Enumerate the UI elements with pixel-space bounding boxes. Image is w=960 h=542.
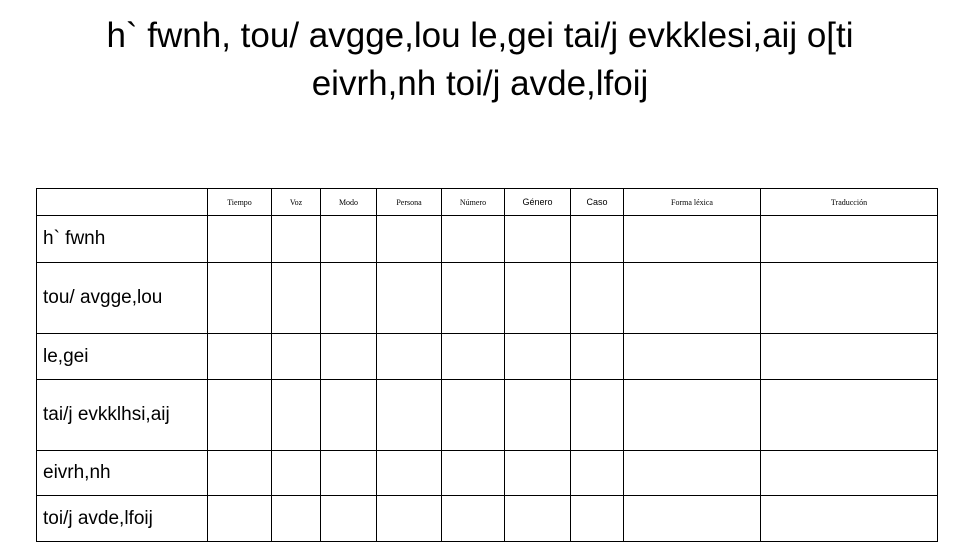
row-word: tou/ avgge,lou xyxy=(37,263,208,334)
table-row xyxy=(37,451,938,496)
table-cell xyxy=(272,380,321,451)
table-cell xyxy=(208,334,272,380)
table-cell xyxy=(761,380,938,451)
table-cell xyxy=(571,380,624,451)
table-cell xyxy=(272,496,321,542)
table-row xyxy=(37,334,938,380)
analysis-table xyxy=(36,188,938,542)
table-cell xyxy=(571,263,624,334)
table-cell xyxy=(624,334,761,380)
table-cell xyxy=(505,216,571,263)
header-caso: Caso xyxy=(571,189,624,216)
table-cell xyxy=(272,216,321,263)
table-cell xyxy=(624,216,761,263)
table-cell xyxy=(377,216,442,263)
table-cell xyxy=(208,263,272,334)
table-cell xyxy=(505,380,571,451)
table-cell xyxy=(624,496,761,542)
table-cell xyxy=(377,263,442,334)
table-cell xyxy=(208,380,272,451)
table-row xyxy=(37,496,938,542)
header-persona: Persona xyxy=(377,189,442,216)
row-word: toi/j avde,lfoij xyxy=(37,496,208,542)
table-cell xyxy=(505,263,571,334)
table-cell xyxy=(761,216,938,263)
table-cell xyxy=(624,263,761,334)
table-cell xyxy=(272,334,321,380)
table-cell xyxy=(208,451,272,496)
header-genero: Género xyxy=(505,189,571,216)
table-cell xyxy=(321,496,377,542)
header-traduccion: Traducción xyxy=(761,189,938,216)
table-header-row xyxy=(37,189,938,216)
table-cell xyxy=(377,496,442,542)
table-cell xyxy=(321,380,377,451)
table-cell xyxy=(272,263,321,334)
table-cell xyxy=(761,334,938,380)
table-row xyxy=(37,263,938,334)
table-cell xyxy=(571,334,624,380)
table-cell xyxy=(505,451,571,496)
table-cell xyxy=(571,496,624,542)
slide-title-line-2: eivrh,nh toi/j avde,lfoij xyxy=(311,64,649,103)
header-voz: Voz xyxy=(272,189,321,216)
table-cell xyxy=(321,451,377,496)
table-cell xyxy=(505,334,571,380)
header-blank xyxy=(37,189,208,216)
slide-title xyxy=(0,12,960,108)
table-cell xyxy=(377,380,442,451)
row-word: tai/j evkklhsi,aij xyxy=(37,380,208,451)
table-cell xyxy=(624,380,761,451)
table-row xyxy=(37,380,938,451)
table-cell xyxy=(442,334,505,380)
table-cell xyxy=(624,451,761,496)
table-cell xyxy=(442,380,505,451)
table-cell xyxy=(377,451,442,496)
table-cell xyxy=(505,496,571,542)
table-cell xyxy=(442,216,505,263)
table-cell xyxy=(571,451,624,496)
header-numero: Número xyxy=(442,189,505,216)
table-cell xyxy=(761,451,938,496)
table-cell xyxy=(321,216,377,263)
table-cell xyxy=(377,334,442,380)
table-cell xyxy=(272,451,321,496)
row-word: le,gei xyxy=(37,334,208,380)
table-cell xyxy=(571,216,624,263)
header-forma-lexica: Forma léxica xyxy=(624,189,761,216)
table-cell xyxy=(321,263,377,334)
table-cell xyxy=(761,496,938,542)
table-cell xyxy=(321,334,377,380)
header-modo: Modo xyxy=(321,189,377,216)
row-word: eivrh,nh xyxy=(37,451,208,496)
header-tiempo: Tiempo xyxy=(208,189,272,216)
table-cell xyxy=(761,263,938,334)
table-cell xyxy=(208,496,272,542)
table-cell xyxy=(442,263,505,334)
table-row xyxy=(37,216,938,263)
table-cell xyxy=(442,451,505,496)
row-word: h` fwnh xyxy=(37,216,208,263)
slide-title-line-1: h` fwnh, tou/ avgge,lou le,gei tai/j evkklesi,aij o[ti xyxy=(106,16,854,55)
table-cell xyxy=(442,496,505,542)
table-cell xyxy=(208,216,272,263)
